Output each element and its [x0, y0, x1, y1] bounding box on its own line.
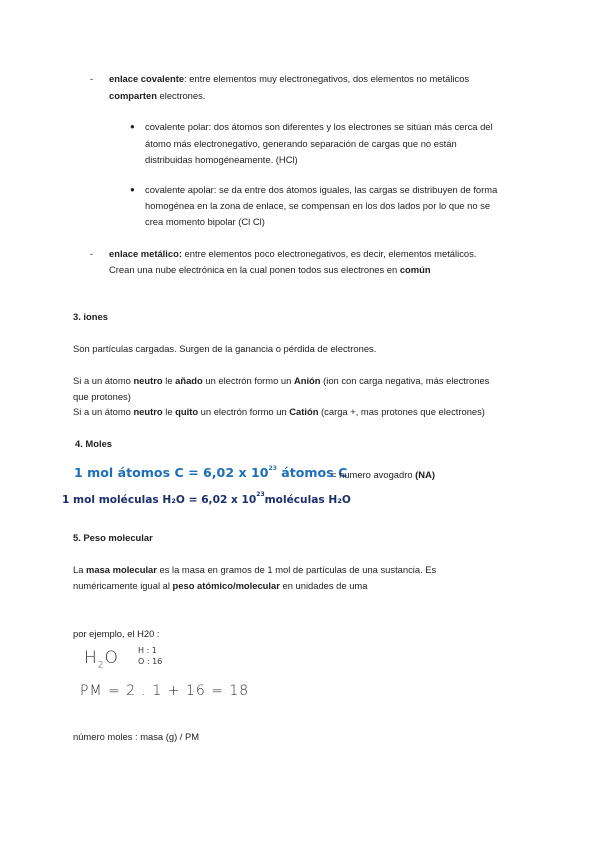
polar-line-2: átomo más electronegativo, generando separación de cargas que no están [145, 138, 457, 149]
metalico-bold-comun: común [399, 264, 431, 275]
polar-line-3: distribuidas homogéneamente. (HCl) [145, 154, 298, 165]
handwritten-h2o [84, 648, 119, 670]
cation-line [73, 404, 485, 420]
peso-line-2 [73, 578, 367, 594]
apolar-line-3: crea momento bipolar (Cl Cl) [145, 216, 265, 227]
equation-mol-atomos [74, 465, 347, 480]
covalente-term: enlace covalente [109, 73, 185, 84]
hand-h: H [84, 648, 98, 668]
metalico-line-1 [109, 246, 476, 262]
example-label: por ejemplo, el H20 : [73, 628, 160, 639]
cation-b2: quito [175, 406, 199, 417]
anion-t3: un electrón formo un [202, 375, 294, 386]
anion-b3: Anión [293, 375, 321, 386]
apolar-line-2: homogénea en la zona de enlace, se compensan en los dos lados por lo que no se [145, 200, 491, 211]
peso-b2: peso atómico/molecular [172, 580, 280, 591]
avogadro-label [331, 467, 435, 483]
eq1-right: átomos C [276, 465, 348, 480]
metalico-term: enlace metálico: [109, 248, 182, 259]
handwritten-pm: PM = 2 . 1 + 16 = 18 [80, 683, 250, 699]
cation-t2: le [162, 406, 176, 417]
metalico-line-2 [109, 262, 431, 278]
peso-t3: numéricamente igual al [73, 580, 173, 591]
eq2-right: moléculas H₂O [264, 494, 351, 506]
cation-b1: neutro [133, 406, 163, 417]
cation-t4: (carga +, mas protones que electrones) [318, 406, 485, 417]
anion-line-2: que protones) [73, 391, 131, 402]
cation-t3: un electrón formo un [198, 406, 290, 417]
metalico-text-2: Crean una nube electrónica en la cual ponen todos sus electrones en [109, 264, 400, 275]
bullet-dot-icon: ● [130, 185, 135, 194]
avogadro-na: (NA) [415, 469, 435, 480]
covalente-text-1: : entre elementos muy electronegativos, dos elementos no metálicos [184, 73, 470, 84]
peso-t2: es la masa en gramos de 1 mol de partículas de una sustancia. Es [156, 564, 437, 575]
dash-marker: - [90, 73, 94, 84]
anion-b1: neutro [133, 375, 163, 386]
eq1-exponent: 23 [268, 465, 277, 472]
covalente-line-1 [109, 71, 469, 87]
heading-iones: 3. iones [73, 311, 108, 322]
iones-intro: Son partículas cargadas. Surgen de la ganancia o pérdida de electrones. [73, 343, 377, 354]
dash-marker: - [90, 248, 94, 259]
covalente-bold-comparten: comparten [109, 90, 157, 101]
eq1-left: 1 mol átomos C = 6,02 x 10 [74, 465, 269, 480]
equation-mol-moleculas [62, 491, 351, 506]
eq2-exponent: 23 [256, 491, 265, 498]
anion-t1: Si a un átomo [73, 375, 134, 386]
heading-moles: 4. Moles [75, 438, 112, 449]
covalente-text-2: electrones. [156, 90, 206, 101]
bullet-dot-icon: ● [130, 122, 135, 131]
peso-t4: en unidades de uma [279, 580, 368, 591]
metalico-text-1: entre elementos poco electronegativos, es decir, elementos metálicos. [181, 248, 477, 259]
polar-line-1: covalente polar: dos átomos son diferentes y los electrones se sitúan más cerca del [145, 121, 493, 132]
anion-b2: añado [175, 375, 203, 386]
cation-b3: Catión [289, 406, 319, 417]
avogadro-text: = numero avogadro [331, 469, 416, 480]
eq2-left: 1 mol moléculas H₂O = 6,02 x 10 [62, 494, 257, 506]
anion-line-1 [73, 373, 489, 389]
apolar-line-1: covalente apolar: se da entre dos átomos iguales, las cargas se distribuyen de forma [145, 184, 498, 195]
cation-t1: Si a un átomo [73, 406, 134, 417]
peso-b1: masa molecular [86, 564, 157, 575]
anion-t4: (ion con carga negativa, más electrones [320, 375, 490, 386]
covalente-line-2 [109, 88, 205, 104]
hand-o-value: O : 16 [138, 657, 163, 666]
hand-sub: 2 [97, 660, 105, 671]
peso-line-1 [73, 562, 436, 578]
heading-peso-molecular: 5. Peso molecular [73, 532, 153, 543]
hand-o: O [104, 648, 119, 668]
anion-t2: le [162, 375, 176, 386]
peso-t1: La [73, 564, 87, 575]
handwritten-values [138, 645, 162, 667]
hand-h-value: H : 1 [138, 646, 157, 655]
moles-formula: número moles : masa (g) / PM [73, 731, 200, 742]
